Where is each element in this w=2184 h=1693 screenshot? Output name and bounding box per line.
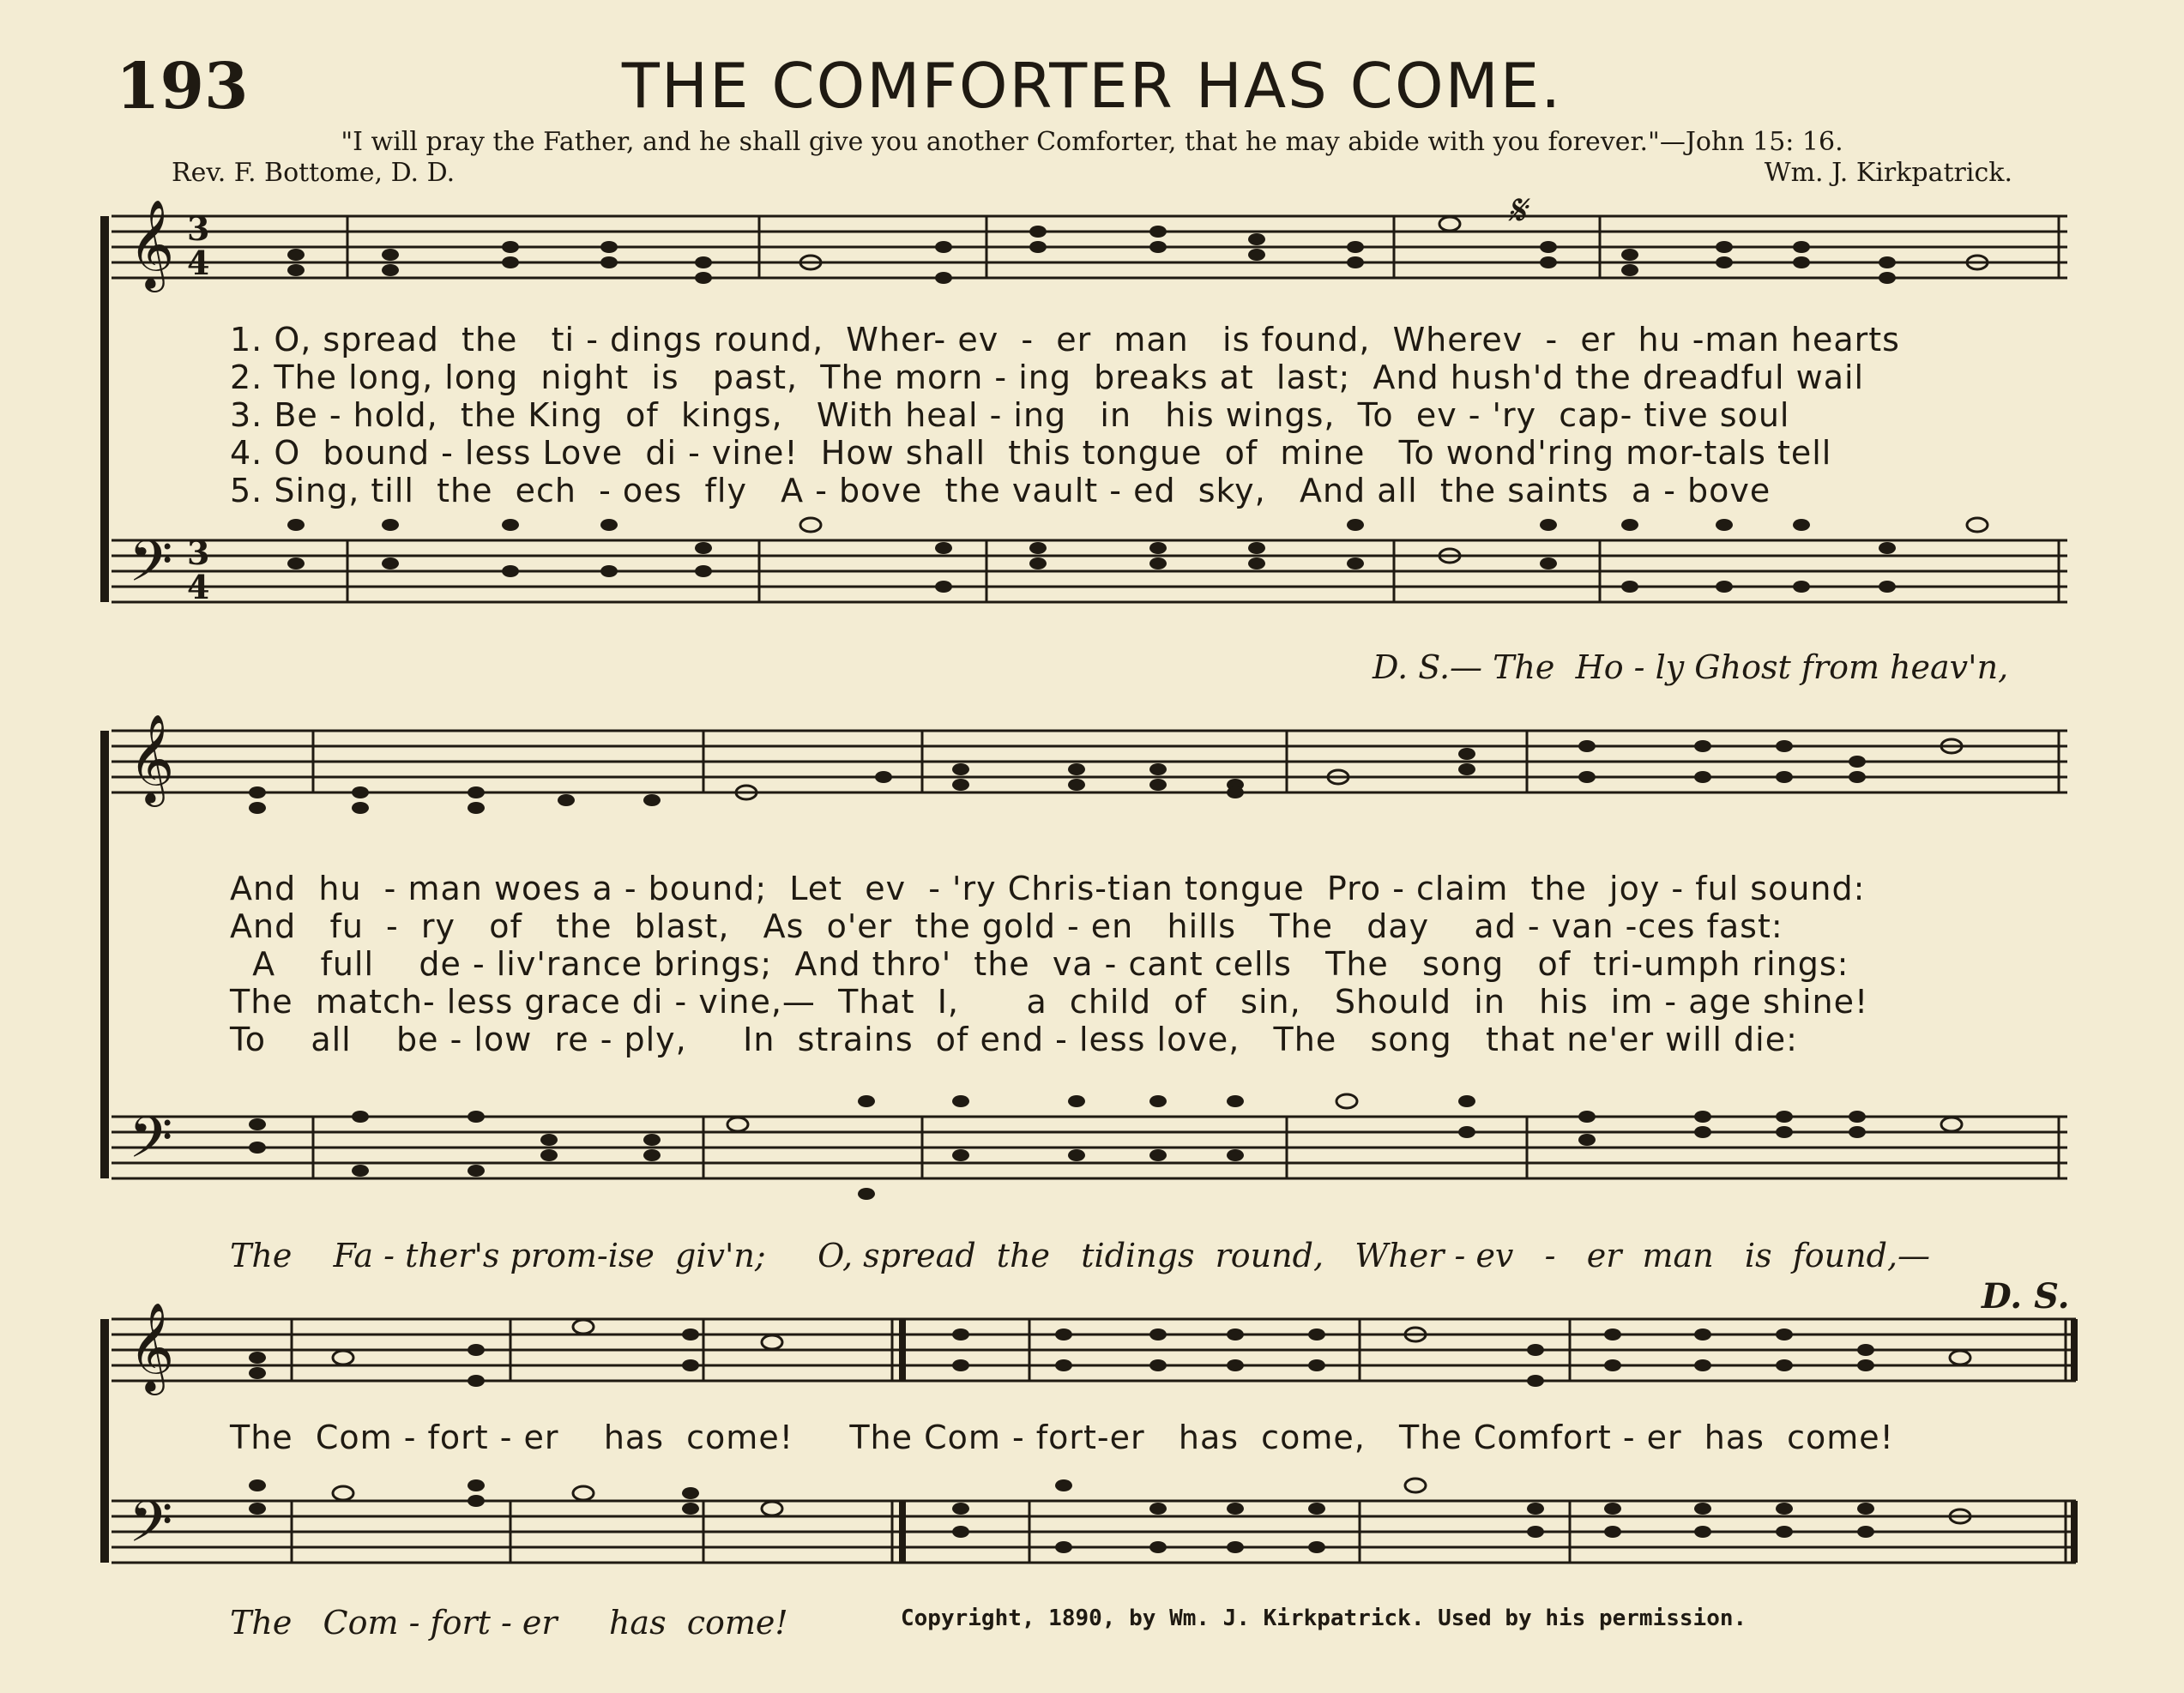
chorus-line: The Com - fort - er has come! The Com - fort-er has come, The Comfort - er has come!: [230, 1419, 1894, 1456]
ds-text: D. S.— The Ho - ly Ghost from heav'n,: [1373, 648, 2009, 686]
svg-text:3: 3: [187, 209, 210, 248]
author-credit: Rev. F. Bottome, D. D.: [172, 158, 456, 188]
verse-line: To all be - low re - ply, In strains of end - less love, The song that ne'er will die:: [230, 1021, 1798, 1058]
copyright-notice: Copyright, 1890, by Wm. J. Kirkpatrick. Used by his permission.: [901, 1606, 1747, 1631]
treble-staff-1: [112, 216, 2067, 278]
svg-text:𝄢: 𝄢: [129, 528, 173, 608]
verse-line: The match- less grace di - vine,— That I, a child of sin, Should in his im - age shine!: [230, 983, 1869, 1021]
echo-italic-line: The Com - fort - er has come!: [230, 1604, 788, 1642]
verse-line: 3. Be - hold, the King of kings, With heal - ing in his wings, To ev - 'ry cap- tive soul: [230, 396, 1790, 434]
page-number: 193: [116, 50, 249, 124]
refrain-italic-line: The Fa - ther's prom-ise giv'n; O, spread the tidings round, Wher - ev - er man is found,—: [230, 1237, 1931, 1274]
segno-sign: 𝄋: [1507, 185, 1526, 235]
svg-text:𝄢: 𝄢: [129, 1489, 173, 1569]
verse-line: And fu - ry of the blast, As o'er the gold - en hills The day ad - van -ces fast:: [230, 907, 1783, 945]
scripture-epigraph: "I will pray the Father, and he shall give you another Comforter, that he may abide with you forever."—John 15: 16.: [341, 127, 1843, 157]
svg-text:𝄞: 𝄞: [129, 1302, 175, 1392]
hymn-title: THE COMFORTER HAS COME.: [621, 50, 1563, 122]
verse-line: 2. The long, long night is past, The morn - ing breaks at last; And hush'd the dreadful wail: [230, 358, 1865, 396]
svg-text:𝄢: 𝄢: [129, 1105, 173, 1184]
svg-text:3: 3: [187, 533, 210, 572]
svg-text:𝄞: 𝄞: [129, 199, 175, 289]
verse-line: A full de - liv'rance brings; And thro' the va - cant cells The song of tri-umph rings:: [230, 945, 1849, 983]
verse-line: 5. Sing, till the ech - oes fly A - bove the vault - ed sky, And all the saints a - bove: [230, 472, 1771, 509]
verse-line: 1. O, spread the ti - dings round, Wher- ev - er man is found, Wherev - er hu -man hearts: [230, 321, 1900, 358]
svg-text:4: 4: [187, 244, 210, 282]
ds-mark: D. S.: [1982, 1276, 2070, 1316]
svg-text:𝄞: 𝄞: [129, 714, 175, 804]
bass-staff-1: [112, 540, 2067, 602]
verse-line: And hu - man woes a - bound; Let ev - 'ry Chris-tian tongue Pro - claim the joy - ful sound:: [230, 870, 1866, 907]
composer-credit: Wm. J. Kirkpatrick.: [1764, 158, 2012, 188]
verse-line: 4. O bound - less Love di - vine! How shall this tongue of mine To wond'ring mor-tals tell: [230, 434, 1832, 472]
svg-text:4: 4: [187, 568, 210, 606]
